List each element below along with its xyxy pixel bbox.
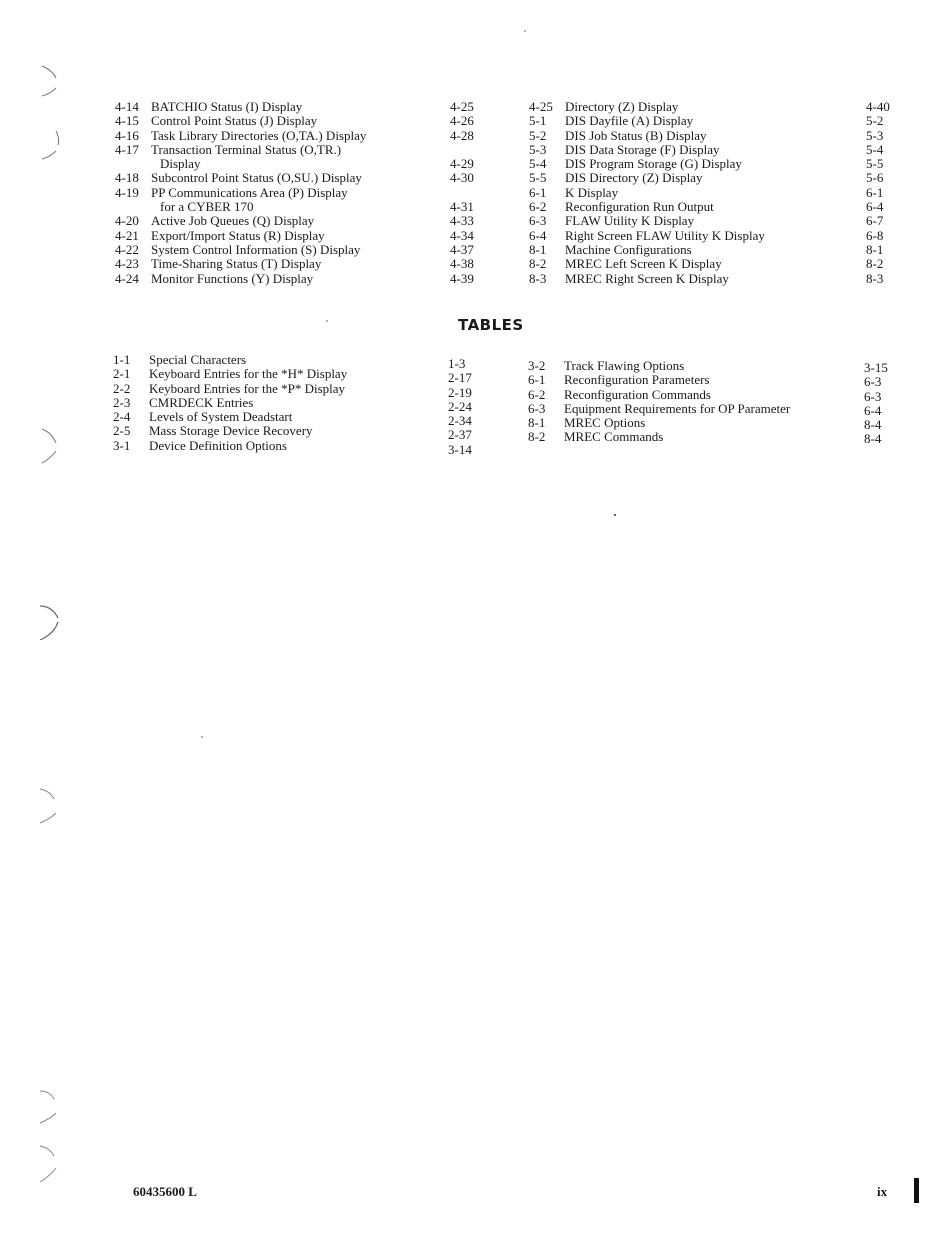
table-title: Device Definition Options (149, 437, 287, 453)
page-ref: 6-7 (866, 213, 884, 229)
list-item (113, 396, 413, 410)
figure-title: Subcontrol Point Status (O,SU.) Display (151, 170, 362, 186)
figure-number: 5-1 (529, 113, 547, 129)
figure-number: 4-25 (529, 99, 553, 114)
table-title: CMRDECK Entries (149, 394, 254, 410)
figure-title: Export/Import Status (R) Display (151, 227, 325, 243)
figure-title: MREC Left Screen K Display (565, 256, 722, 272)
list-item (115, 229, 415, 243)
figure-number: 5-5 (529, 170, 547, 186)
list-item (529, 257, 849, 271)
figures-list-right (529, 100, 849, 286)
punch-hole-mark (38, 600, 60, 640)
figure-title: DIS Directory (Z) Display (565, 170, 703, 186)
list-item (113, 439, 413, 453)
page-ref: 4-26 (450, 113, 474, 129)
figure-title: FLAW Utility K Display (565, 213, 695, 229)
page-ref: 5-6 (866, 170, 884, 186)
figure-title: Monitor Functions (Y) Display (151, 270, 314, 286)
document-number: 60435600 L (133, 1184, 197, 1199)
page-ref: 5-4 (866, 141, 884, 157)
figure-number: 4-14 (115, 99, 139, 114)
page-ref: 8-1 (866, 241, 884, 257)
table-title: Keyboard Entries for the *P* Display (149, 380, 346, 396)
list-item (528, 388, 848, 402)
list-item (529, 186, 849, 200)
figure-number (115, 200, 151, 214)
page-ref: 6-4 (864, 402, 882, 418)
figures-list-left (115, 100, 415, 286)
page-ref: 4-40 (866, 99, 890, 114)
figures-right-page-column (866, 100, 890, 286)
list-item (529, 143, 849, 157)
list-item (529, 171, 849, 185)
page-ref: 8-4 (864, 431, 882, 447)
page-ref: 2-17 (448, 370, 472, 386)
list-item (528, 416, 848, 430)
figure-title-continued: for a CYBER 170 (160, 199, 254, 215)
figure-title: Transaction Terminal Status (O,TR.) (151, 141, 342, 157)
punch-hole-mark (38, 60, 60, 100)
page-ref: 5-3 (866, 127, 884, 143)
list-item (115, 143, 415, 157)
table-title: Keyboard Entries for the *H* Display (149, 366, 348, 382)
tables-list-right (528, 359, 848, 445)
page-ref: 4-39 (450, 270, 474, 286)
figure-title: MREC Right Screen K Display (565, 270, 729, 286)
list-item (115, 214, 415, 228)
punch-hole-mark (38, 425, 60, 465)
figure-title: Active Job Queues (Q) Display (151, 213, 315, 229)
list-item (115, 157, 415, 171)
figure-title: PP Communications Area (P) Display (151, 184, 348, 200)
table-number: 2-5 (113, 423, 131, 439)
table-number: 2-1 (113, 366, 131, 382)
figure-number (115, 157, 151, 171)
page-ref: 6-3 (864, 388, 882, 404)
figure-title: Reconfiguration Run Output (565, 199, 714, 215)
figure-title: K Display (565, 184, 619, 200)
page-ref: 2-24 (448, 398, 472, 414)
table-title: MREC Options (564, 415, 646, 431)
list-item (529, 243, 849, 257)
punch-hole-mark (38, 1142, 60, 1182)
page-ref: 4-33 (450, 213, 474, 229)
page-ref: 4-31 (450, 199, 474, 215)
figure-number: 6-4 (529, 227, 547, 243)
list-item (115, 186, 415, 200)
figure-number: 4-22 (115, 241, 139, 257)
page-ref: 4-25 (450, 99, 474, 114)
list-item (115, 200, 415, 214)
figure-title: Right Screen FLAW Utility K Display (565, 227, 765, 243)
page-ref: 4-29 (450, 156, 474, 172)
table-number: 3-1 (113, 437, 131, 453)
list-item (529, 157, 849, 171)
table-number: 2-3 (113, 394, 131, 410)
figure-number: 4-20 (115, 213, 139, 229)
table-number: 2-4 (113, 409, 131, 425)
tables-left-page-column (448, 357, 472, 457)
page-ref: 2-34 (448, 413, 472, 429)
figure-number: 8-1 (529, 241, 547, 257)
figure-title: Directory (Z) Display (565, 99, 679, 114)
table-number: 6-2 (528, 386, 546, 402)
punch-hole-mark (38, 1085, 60, 1125)
page-number: ix (877, 1184, 888, 1199)
page-ref (450, 186, 474, 200)
figure-number: 6-3 (529, 213, 547, 229)
page-ref: 4-37 (450, 241, 474, 257)
table-number: 6-1 (528, 372, 546, 388)
figure-title: Task Library Directories (O,TA.) Display (151, 127, 367, 143)
page-ref: 4-30 (450, 170, 474, 186)
list-item (113, 410, 413, 424)
figure-title: DIS Job Status (B) Display (565, 127, 707, 143)
figure-title: DIS Dayfile (A) Display (565, 113, 694, 129)
table-title: Equipment Requirements for OP Parameter (564, 400, 791, 416)
page-ref: 4-38 (450, 256, 474, 272)
page-ref: 5-5 (866, 156, 884, 172)
figure-number: 5-4 (529, 156, 547, 172)
punch-hole-mark (38, 125, 60, 165)
table-title: Reconfiguration Commands (564, 386, 711, 402)
list-item (113, 424, 413, 438)
figure-number: 6-2 (529, 199, 547, 215)
figure-number: 4-16 (115, 127, 139, 143)
scan-speck (201, 736, 203, 738)
figure-number: 4-17 (115, 141, 139, 157)
figure-title: System Control Information (S) Display (151, 241, 361, 257)
page-ref: 6-8 (866, 227, 884, 243)
figure-title: Machine Configurations (565, 241, 692, 257)
list-item (113, 367, 413, 381)
list-item (115, 243, 415, 257)
page-ref: 3-14 (448, 441, 472, 457)
page-ref: 4-34 (450, 227, 474, 243)
list-item (529, 214, 849, 228)
table-title: Special Characters (149, 352, 247, 367)
table-number: 6-3 (528, 400, 546, 416)
list-item (528, 430, 848, 444)
page-ref: 6-3 (864, 374, 882, 390)
page-ref: 5-2 (866, 113, 884, 129)
list-item (115, 100, 415, 114)
list-item (529, 129, 849, 143)
list-item (529, 229, 849, 243)
list-item (529, 272, 849, 286)
figure-number: 4-23 (115, 256, 139, 272)
figure-title: Control Point Status (J) Display (151, 113, 318, 129)
figures-left-page-column (450, 100, 474, 286)
figure-title: DIS Program Storage (G) Display (565, 156, 742, 172)
figure-number: 5-2 (529, 127, 547, 143)
page-ref: 8-4 (864, 417, 882, 433)
list-item (115, 129, 415, 143)
figure-number: 4-24 (115, 270, 139, 286)
table-title: Track Flawing Options (564, 358, 685, 373)
list-item (113, 382, 413, 396)
list-item (115, 114, 415, 128)
list-item (113, 353, 413, 367)
table-number: 8-1 (528, 415, 546, 431)
figure-title-continued: Display (160, 156, 201, 172)
scan-speck (524, 30, 526, 32)
list-item (115, 272, 415, 286)
figure-title: Time-Sharing Status (T) Display (151, 256, 322, 272)
table-number: 1-1 (113, 352, 131, 367)
scan-speck (326, 320, 328, 322)
page-ref: 1-3 (448, 356, 466, 371)
punch-hole-mark (38, 785, 60, 825)
list-item (528, 359, 848, 373)
figure-number: 8-2 (529, 256, 547, 272)
figure-number: 4-19 (115, 184, 139, 200)
figure-number: 4-21 (115, 227, 139, 243)
figure-number: 4-15 (115, 113, 139, 129)
list-item (528, 402, 848, 416)
list-item (115, 257, 415, 271)
page-ref: 3-15 (864, 360, 888, 375)
tables-right-page-column (864, 361, 888, 447)
table-number: 3-2 (528, 358, 546, 373)
table-title: MREC Commands (564, 429, 664, 445)
page-ref (450, 143, 474, 157)
figure-number: 8-3 (529, 270, 547, 286)
page-ref: 6-4 (866, 199, 884, 215)
figure-number: 5-3 (529, 141, 547, 157)
table-title: Levels of System Deadstart (149, 409, 293, 425)
list-item (529, 200, 849, 214)
list-item (115, 171, 415, 185)
page-ref: 2-37 (448, 427, 472, 443)
page-ref: 2-19 (448, 384, 472, 400)
tables-heading: TABLES (458, 316, 524, 334)
figure-title: BATCHIO Status (I) Display (151, 99, 303, 114)
page-ref: 8-2 (866, 256, 884, 272)
list-item (528, 373, 848, 387)
table-number: 2-2 (113, 380, 131, 396)
table-title: Reconfiguration Parameters (564, 372, 710, 388)
figure-number: 6-1 (529, 184, 547, 200)
page-ref: 4-28 (450, 127, 474, 143)
list-item (529, 100, 849, 114)
tables-list-left (113, 353, 413, 453)
page-ref: 6-1 (866, 184, 884, 200)
revision-change-bar (914, 1178, 919, 1203)
figure-number: 4-18 (115, 170, 139, 186)
page-ref: 8-3 (866, 270, 884, 286)
figure-title: DIS Data Storage (F) Display (565, 141, 720, 157)
list-item (529, 114, 849, 128)
scan-speck (614, 514, 616, 516)
table-title: Mass Storage Device Recovery (149, 423, 313, 439)
table-number: 8-2 (528, 429, 546, 445)
